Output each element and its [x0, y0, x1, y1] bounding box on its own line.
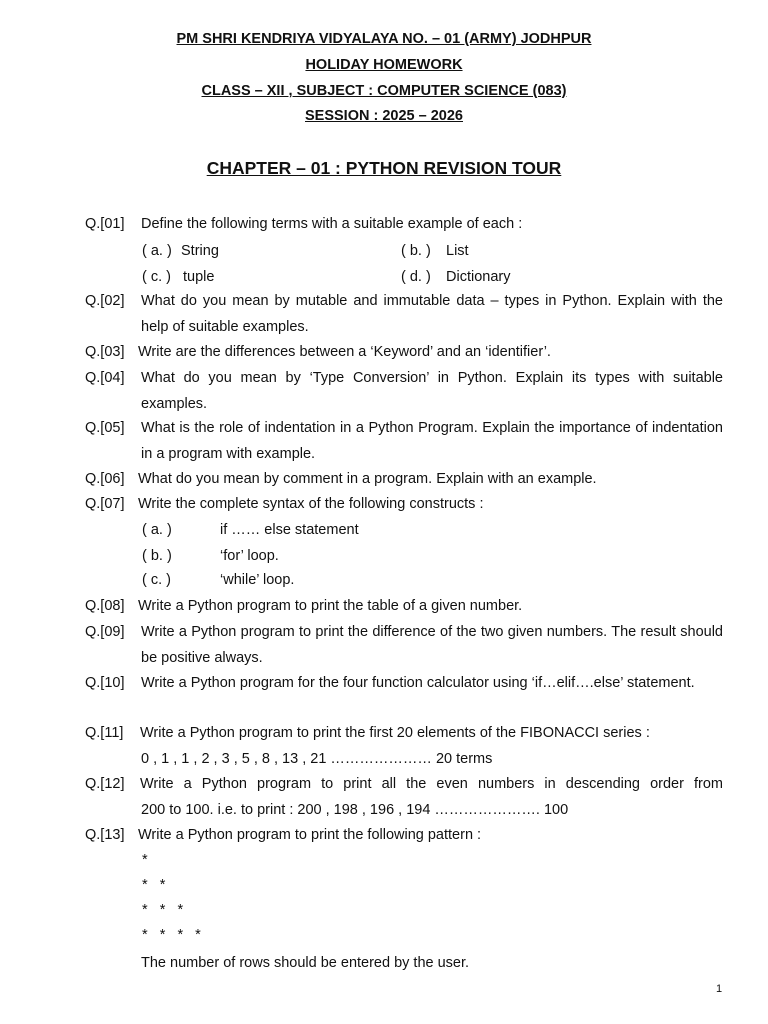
pattern-note: The number of rows should be entered by the user. [141, 955, 470, 971]
question-text: Write a Python program to print the difference of the two given numbers. The result should be positive always. [141, 624, 723, 666]
option-label: ( a. ) [142, 522, 172, 538]
school-name: PM SHRI KENDRIYA VIDYALAYA NO. – 01 (ARMY) JODHPUR [176, 31, 592, 47]
homework-title: HOLIDAY HOMEWORK [305, 57, 463, 73]
question-number: Q.[04] [85, 370, 125, 386]
question-number: Q.[05] [85, 420, 125, 436]
chapter-title: CHAPTER – 01 : PYTHON REVISION TOUR [206, 158, 562, 178]
question-05 [85, 416, 723, 467]
question-text: Define the following terms with a suitable example of each : [141, 216, 523, 232]
question-07 [85, 492, 723, 518]
question-11 [85, 721, 723, 772]
question-text: What is the role of indentation in a Python Program. Explain the importance of indentation in a program with example. [141, 420, 723, 462]
question-13 [85, 823, 723, 849]
question-number: Q.[06] [85, 471, 125, 487]
question-03 [85, 340, 723, 366]
question-number: Q.[13] [85, 827, 125, 843]
question-09 [85, 620, 723, 671]
question-text: What do you mean by mutable and immutable data – types in Python. Explain with the help of suitable examples. [141, 293, 723, 335]
question-text: Write are the differences between a ‘Keyword’ and an ‘identifier’. [138, 344, 551, 360]
output-example: 200 to 100. i.e. to print : 200 , 198 , 196 , 194 …………………. 100 [141, 801, 569, 818]
question-text: Write the complete syntax of the following constructs : [138, 496, 484, 512]
pattern-row: * [142, 852, 148, 868]
question-number: Q.[01] [85, 216, 125, 232]
question-number: Q.[09] [85, 624, 125, 640]
option-text: tuple [183, 269, 215, 285]
option-text: String [181, 243, 219, 259]
question-text: Write a Python program to print the following pattern : [138, 827, 482, 843]
question-text: Write a Python program to print the first 20 elements of the FIBONACCI series : [140, 725, 650, 741]
question-04 [85, 366, 723, 417]
option-text: ‘while’ loop. [220, 572, 295, 588]
option-text: List [446, 243, 469, 259]
option-label: ( c. ) [142, 269, 171, 285]
option-label: ( b. ) [401, 243, 431, 259]
question-number: Q.[07] [85, 496, 125, 512]
question-text: Write a Python program for the four function calculator using ‘if…elif….else’ statement. [141, 675, 695, 691]
question-number: Q.[03] [85, 344, 125, 360]
pattern-row: * * [142, 877, 166, 893]
option-text: ‘for’ loop. [220, 548, 279, 564]
question-number: Q.[12] [85, 776, 125, 792]
option-label: ( c. ) [142, 572, 171, 588]
page-number: 1 [716, 983, 723, 995]
option-label: ( d. ) [401, 269, 431, 285]
option-label: ( a. ) [142, 243, 172, 259]
option-text: if …… else statement [220, 522, 359, 538]
question-06 [85, 467, 723, 493]
option-text: Dictionary [446, 269, 511, 285]
question-text: What do you mean by ‘Type Conversion’ in Python. Explain its types with suitable examples. [141, 370, 723, 412]
question-12 [85, 772, 723, 823]
class-subject: CLASS – XII , SUBJECT : COMPUTER SCIENCE (083) [201, 83, 567, 99]
question-10 [85, 671, 723, 697]
question-text: Write a Python program to print all the even numbers in descending order from [140, 776, 723, 792]
pattern-row: * * * * [142, 927, 201, 943]
pattern-row: * * * [142, 902, 184, 918]
question-number: Q.[08] [85, 598, 125, 614]
question-text: Write a Python program to print the table of a given number. [138, 598, 523, 614]
series-example: 0 , 1 , 1 , 2 , 3 , 5 , 8 , 13 , 21 ………………… 20 terms [141, 750, 493, 767]
question-text: What do you mean by comment in a program. Explain with an example. [138, 471, 597, 487]
question-08 [85, 594, 723, 620]
question-number: Q.[11] [85, 725, 124, 741]
question-01 [85, 212, 723, 238]
session: SESSION : 2025 – 2026 [305, 108, 463, 124]
question-number: Q.[02] [85, 293, 125, 309]
option-label: ( b. ) [142, 548, 172, 564]
question-number: Q.[10] [85, 675, 125, 691]
question-02 [85, 289, 723, 340]
